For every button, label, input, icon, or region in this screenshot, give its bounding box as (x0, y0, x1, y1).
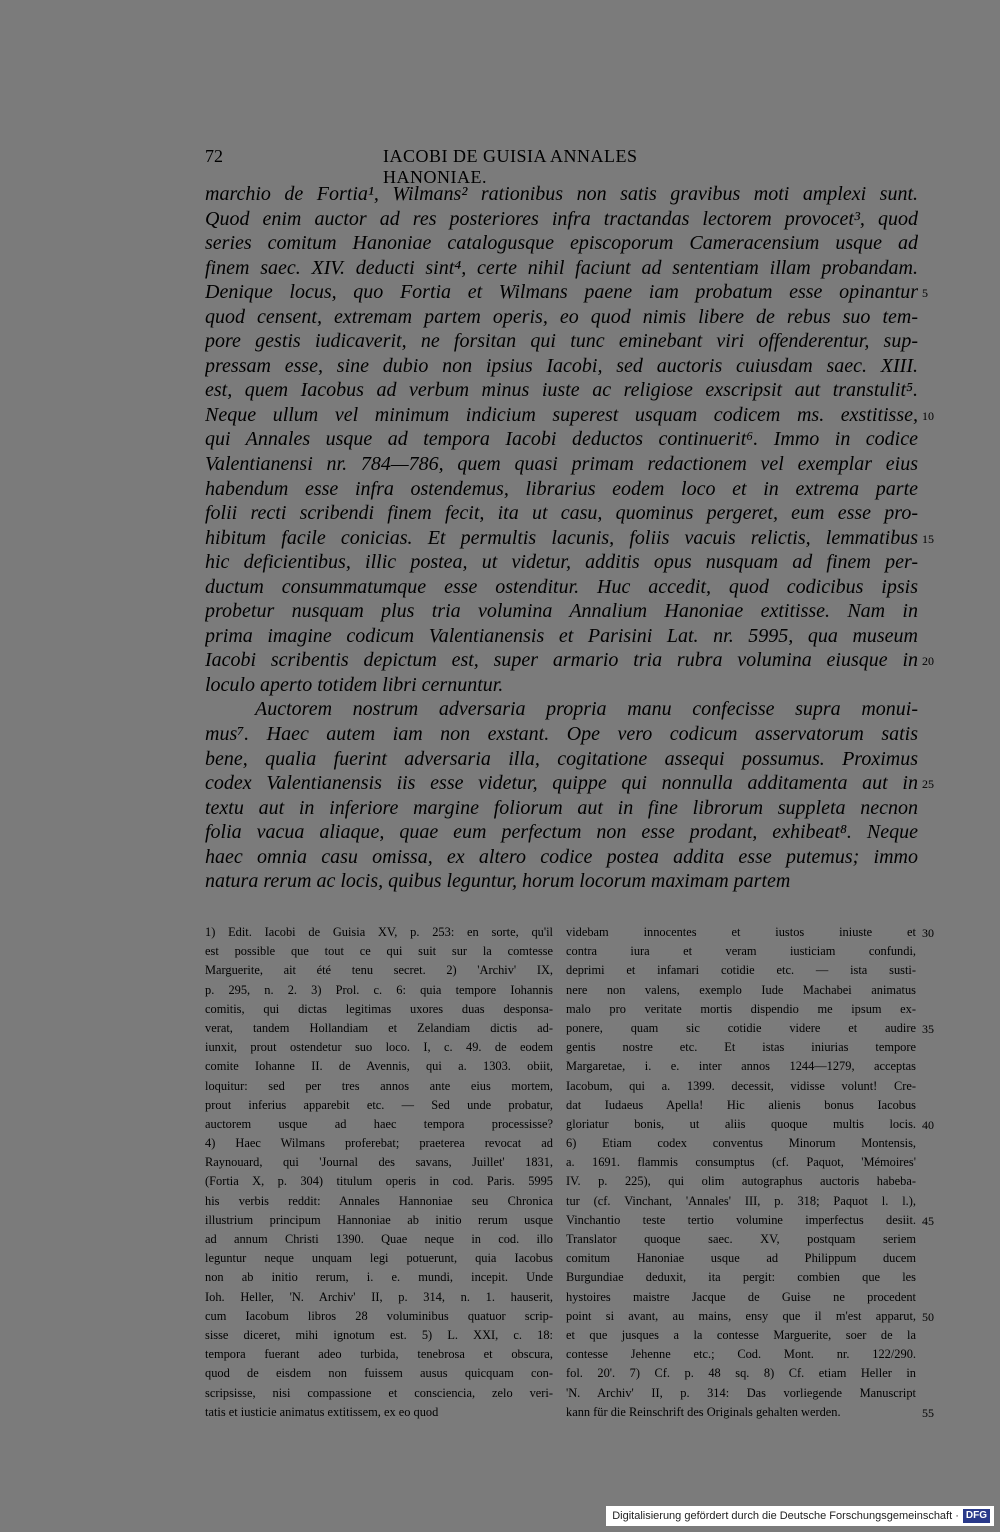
page-number: 72 (205, 146, 223, 166)
main-text-line: pressam esse, sine dubio non ipsius Iacobi, sed auctoris cuiusdam saec. XIII. (205, 354, 918, 377)
footnote-line: Translator quoque saec. XV, postquam seriem (566, 1232, 916, 1246)
footnote-line: deprimi et infamari cotidie etc. — ista susti- (566, 963, 916, 978)
footnote-line: a. 1691. flammis consumptus (cf. Paquot, 'Mémoires' (566, 1155, 916, 1170)
footnote-line: et que jusques a la contesse Marguerite, soer de la (566, 1327, 916, 1342)
footnote-line: 'N. Archiv' II, p. 314: Das vorliegende Manuscript (566, 1385, 916, 1400)
margin-line-number: 20 (922, 654, 934, 669)
margin-line-number: 5 (922, 286, 928, 301)
footnote-margin-line-number: 30 (922, 926, 934, 940)
footnote-line: fol. 20'. 7) Cf. p. 48 sq. 8) Cf. etiam Heller in (566, 1366, 916, 1381)
footnote-line: comitum Hanoniae usque ad Philippum ducem (566, 1251, 916, 1266)
main-text-line: est, quem Iacobus ad verbum minus iuste ac religiose exscripsit aut transtulit⁵. (205, 379, 918, 402)
footnote-line: tempora fuerant adeo turbida, tenebrosa et obscura, (205, 1347, 553, 1362)
main-text-line: series comitum Hanoniae catalogusque episcoporum Cameracensium usque ad (205, 232, 918, 255)
main-text-line: Valentianensi nr. 784—786, quem quasi primam redactionem vel exemplar eius (205, 453, 918, 476)
main-text-line: probetur nusquam plus tria volumina Annalium Hanoniae extitisse. Nam in (205, 600, 918, 623)
footnote-line: contra iura et veram iusticiam confundi, (566, 944, 916, 959)
footnote-line: Iacobum, qui a. 1399. decessit, vidisse volunt! Cre- (566, 1078, 916, 1093)
main-text-line: marchio de Fortia¹, Wilmans² rationibus non satis gravibus moti amplexi sunt. (205, 183, 918, 205)
footnote-line: tatis et iusticie animatus extitissem, ex eo quod (205, 1404, 439, 1419)
main-text-line: folii recti scribendi finem fecit, ita ut casu, quominus pergeret, eum esse pro- (205, 502, 918, 525)
footnote-line: contesse Jehenne etc.; Cod. Mont. nr. 122/290. (566, 1347, 916, 1362)
main-text-line: ductum consummatumque esse ostenditur. Huc accedit, quod codicibus ipsis (205, 575, 918, 598)
footnote-line: hystoires maistre Jacque de Guise ne procedent (566, 1289, 916, 1304)
main-text-line: textu aut in inferiore margine foliorum aut in fine librorum suppleta necnon (205, 796, 918, 819)
footnote-line: gloriatur bonis, ut aliis quoque multis locis. (566, 1116, 916, 1131)
main-text-line: prima imagine codicum Valentianensis et Parisini Lat. nr. 5995, qua museum (205, 624, 918, 647)
main-text-line: codex Valentianensis iis esse videtur, quippe qui nonnulla additamenta aut in (205, 772, 918, 795)
main-text-line: hibitum facile conicias. Et permultis lacunis, foliis vacuis relictis, lemmatibus (205, 526, 918, 549)
footnote-line: tur (cf. Vinchant, 'Annales' III, p. 318; Paquot l. l.), (566, 1193, 916, 1208)
footnote-line: prout inferius apparebit etc. — Sed unde probatur, (205, 1097, 553, 1112)
margin-line-number: 15 (922, 531, 934, 546)
footnote-margin-line-number: 40 (922, 1118, 934, 1132)
footnotes-left-column (205, 923, 553, 1422)
footnote-line: sisse diceret, mihi ignotum est. 5) L. XXI, c. 18: (205, 1327, 553, 1342)
footnote-line: cum Iacobum libros 28 voluminibus quatuor scrip- (205, 1308, 553, 1323)
footnote-line: non ab initio rerum, i. e. mundi, incepit. Unde (205, 1270, 553, 1285)
footnote-line: kann für die Reinschrift des Originals gehalten werden. (566, 1404, 841, 1419)
footnote-line: gentis nostre etc. Et istas iniurias tempore (566, 1040, 916, 1055)
footnote-line: comite Iohanne II. de Avennis, qui a. 1303. obiit, (205, 1059, 553, 1074)
footnote-line: Burgundiae deduxit, ita pergit: combien que les (566, 1270, 916, 1285)
footnote-margin-line-number: 55 (922, 1406, 934, 1420)
footnote-line: Ioh. Heller, 'N. Archiv' II, p. 314, n. 1. hauserit, (205, 1289, 553, 1304)
footnote-line: ponere, quam sic cotidie videre et audire (566, 1020, 916, 1035)
main-text-line: Neque ullum vel minimum indicium superest usquam codicem ms. exstitisse, (205, 403, 918, 426)
footnote-margin-line-number: 50 (922, 1310, 934, 1324)
footnote-line: verat, tandem Hollandiam et Zelandiam dictis ad- (205, 1020, 553, 1035)
footnote-line: est possible que tout ce qui suit sur la comtesse (205, 944, 553, 959)
footnote-line: iunxit, prout ostendetur suo loco. I, c. 49. de eodem (205, 1040, 553, 1055)
footnote-line: point si avant, au mains, ensy que il m'est apparut, (566, 1308, 916, 1323)
footnote-line: videbam innocentes et iustos iniuste et (566, 925, 916, 939)
footnote-line: (Fortia X, p. 304) titulum operis in cod. Paris. 5995 (205, 1174, 553, 1189)
footnote-margin-line-number: 35 (922, 1022, 934, 1036)
footnote-line: auctorem usque ad haec tempora processisse? (205, 1116, 553, 1131)
main-text-line: folia vacua aliaque, quae eum perfectum non esse prodant, exhibeat⁸. Neque (205, 821, 918, 844)
footnote-line: quod de eisdem non fuissem ausus quicquam con- (205, 1366, 553, 1381)
footnote-line: dat Iudaeus Apella! Hic alienis bonus Iacobus (566, 1097, 916, 1112)
footnote-line: Raynouard, qui 'Journal des savans, Juillet' 1831, (205, 1155, 553, 1170)
dfg-credit-badge (606, 1506, 994, 1526)
main-text-line: Denique locus, quo Fortia et Wilmans paene iam probatum esse opinantur (205, 281, 918, 304)
dfg-logo: DFG (963, 1509, 990, 1523)
running-title: IACOBI DE GUISIA ANNALES HANONIAE. (383, 146, 638, 187)
main-text-line: hic deficientibus, illic postea, ut videtur, additis opus nusquam ad finem per- (205, 551, 918, 574)
footnote-margin-line-number: 45 (922, 1214, 934, 1228)
main-text-line: loculo aperto totidem libri cernuntur. (205, 673, 504, 696)
margin-line-number: 25 (922, 777, 934, 792)
footnote-line: Marguerite, ait été tenu secret. 2) 'Archiv' IX, (205, 963, 553, 978)
footnote-line: leguntur neque unquam legi potuerunt, quia Iacobus (205, 1251, 553, 1266)
footnote-line: 1) Edit. Iacobi de Guisia XV, p. 253: en sorte, qu'il (205, 925, 553, 939)
footnote-line: illustrium principum Hannoniae ab initio rerum usque (205, 1212, 553, 1227)
footnote-line: comitis, qui dictas legitimas uxores duas desponsa- (205, 1001, 553, 1016)
footnote-line: Margaretae, i. e. inter annos 1244—1279, acceptas (566, 1059, 916, 1074)
footnotes-right-column (566, 923, 916, 1422)
footnote-line: scripsisse, nisi compassione et consciencia, zelo veri- (205, 1385, 553, 1400)
running-header (205, 146, 735, 187)
main-text-line: quod censent, extremam partem operis, eo quod nimis libere de rebus suo tem- (205, 305, 918, 328)
main-text-line: Iacobi scribentis depictum est, super armario tria rubra volumina eiusque in (205, 649, 918, 672)
footnote-line: 6) Etiam codex conventus Minorum Montensis, (566, 1136, 916, 1151)
footnote-line: malo pro veritate mortis dispendio me ipsum ex- (566, 1001, 916, 1016)
main-text-line: pore gestis iudicaverit, ne forsitan qui tunc eminebant viri offenderentur, sup- (205, 330, 918, 353)
main-text-line: Quod enim auctor ad res posteriores infra tractandas lectorem provocet³, quod (205, 207, 918, 230)
footnote-line: IV. p. 225), qui olim autographus auctoris habeba- (566, 1174, 916, 1189)
footnote-line: 4) Haec Wilmans proferebat; praeterea revocat ad (205, 1136, 553, 1151)
footnote-line: Vinchantio teste tertio volumine imperfectus desiit. (566, 1212, 916, 1227)
footnote-line: p. 295, n. 2. 3) Prol. c. 6: quia tempore Iohannis (205, 982, 553, 997)
main-text-line: Auctorem nostrum adversaria propria manu confecisse supra monui- (255, 698, 918, 721)
margin-line-number: 10 (922, 408, 934, 423)
main-text-line: bene, qualia fuerint adversaria illa, cogitatione assequi possumus. Proximus (205, 747, 918, 770)
main-text-line: mus⁷. Haec autem iam non exstant. Ope vero codicum asservatorum satis (205, 723, 918, 746)
footnote-line: nere non valens, exemplo Iude Machabei animatus (566, 982, 916, 997)
dfg-credit-text: Digitalisierung gefördert durch die Deutsche Forschungsgemeinschaft · (612, 1510, 959, 1522)
footnote-line: loquitur: sed per tres annos ante eius mortem, (205, 1078, 553, 1093)
main-text-line: finem saec. XIV. deducti sint⁴, certe nihil faciunt ad sententiam illam probandam. (205, 256, 918, 279)
main-text-line: habendum esse infra ostendemus, librarius eodem loco et in extrema parte (205, 477, 918, 500)
main-text-line: haec omnia casu omissa, ex altero codice postea addita esse putemus; immo (205, 845, 918, 868)
main-text-line: qui Annales usque ad tempora Iacobi deductos continuerit⁶. Immo in codice (205, 428, 918, 451)
main-text-line: natura rerum ac locis, quibus leguntur, horum locorum maximam partem (205, 870, 791, 893)
footnote-line: his verbis reddit: Annales Hannoniae seu Chronica (205, 1193, 553, 1208)
footnote-line: ad annum Christi 1390. Quae neque in cod. illo (205, 1232, 553, 1246)
main-text (205, 182, 918, 894)
